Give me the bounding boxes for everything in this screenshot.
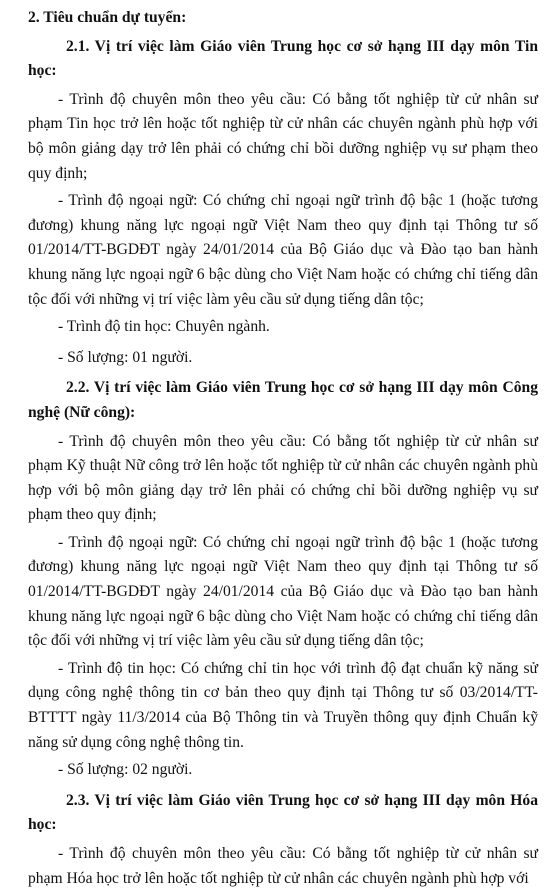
paragraph-qualification: - Trình độ chuyên môn theo yêu cầu: Có bằng tốt nghiệp từ cử nhân sư phạm Hóa học trở lên hoặc tốt nghiệp từ cử nhân các chuyên ngành phù hợp với	[28, 845, 538, 887]
subsection-title-2-1: 2.1. Vị trí việc làm Giáo viên Trung học cơ sở hạng III dạy môn Tin học:	[28, 37, 538, 80]
subsection-title-2-3: 2.3. Vị trí việc làm Giáo viên Trung học cơ sở hạng III dạy môn Hóa học:	[28, 791, 538, 834]
paragraph-foreign-language: - Trình độ ngoại ngữ: Có chứng chỉ ngoại ngữ trình độ bậc 1 (hoặc tương đương) khung năng lực ngoại ngữ Việt Nam theo quy định tại Thông tư số 01/2014/TT-BGDĐT ngày 24/01/2014 của Bộ Giáo dục và Đào tạo ban hành khung năng lực ngoại ngữ 6 bậc dùng cho Việt Nam hoặc có chứng chỉ tiếng dân tộc đối với những vị trí việc làm yêu cầu sử dụng tiếng dân tộc;	[28, 192, 538, 308]
paragraph-it-skill: - Trình độ tin học: Chuyên ngành.	[58, 318, 270, 336]
subsection-title-2-2: 2.2. Vị trí việc làm Giáo viên Trung học cơ sở hạng III dạy môn Công nghệ (Nữ công):	[28, 379, 538, 421]
paragraph-quantity: - Số lượng: 02 người.	[58, 761, 193, 779]
paragraph-qualification: - Trình độ chuyên môn theo yêu cầu: Có bằng tốt nghiệp từ cử nhân sư phạm Kỹ thuật Nữ công trở lên hoặc tốt nghiệp từ cử nhân các chuyên ngành phù hợp với bộ môn giảng dạy trở lên phải có chứng chỉ bồi dưỡng nghiệp vụ sư phạm theo quy định;	[28, 432, 538, 524]
paragraph-it-skill: - Trình độ tin học: Có chứng chỉ tin học với trình độ đạt chuẩn kỹ năng sử dụng công nghệ thông tin cơ bản theo quy định tại Thông tư số 03/2014/TT-BTTTT ngày 11/3/2014 của Bộ Thông tin và Truyền thông quy định Chuẩn kỹ năng sử dụng công nghệ thông tin.	[28, 659, 538, 751]
section-heading: 2. Tiêu chuẩn dự tuyển:	[28, 9, 187, 26]
paragraph-quantity: - Số lượng: 01 người.	[58, 348, 193, 366]
paragraph-foreign-language: - Trình độ ngoại ngữ: Có chứng chỉ ngoại ngữ trình độ bậc 1 (hoặc tương đương) khung năng lực ngoại ngữ Việt Nam theo quy định tại Thông tư số 01/2014/TT-BGDĐT ngày 24/01/2014 của Bộ Giáo dục và Đào tạo ban hành khung năng lực ngoại ngữ 6 bậc dùng cho Việt Nam hoặc có chứng chỉ tiếng dân tộc đối với những vị trí việc làm yêu cầu sử dụng tiếng dân tộc;	[28, 533, 538, 650]
paragraph-qualification: - Trình độ chuyên môn theo yêu cầu: Có bằng tốt nghiệp từ cử nhân sư phạm Tin học trở lên hoặc tốt nghiệp từ cử nhân các chuyên ngành phù hợp với bộ môn giảng dạy trở lên phải có chứng chỉ bồi dưỡng nghiệp vụ sư phạm theo quy định;	[28, 90, 538, 182]
